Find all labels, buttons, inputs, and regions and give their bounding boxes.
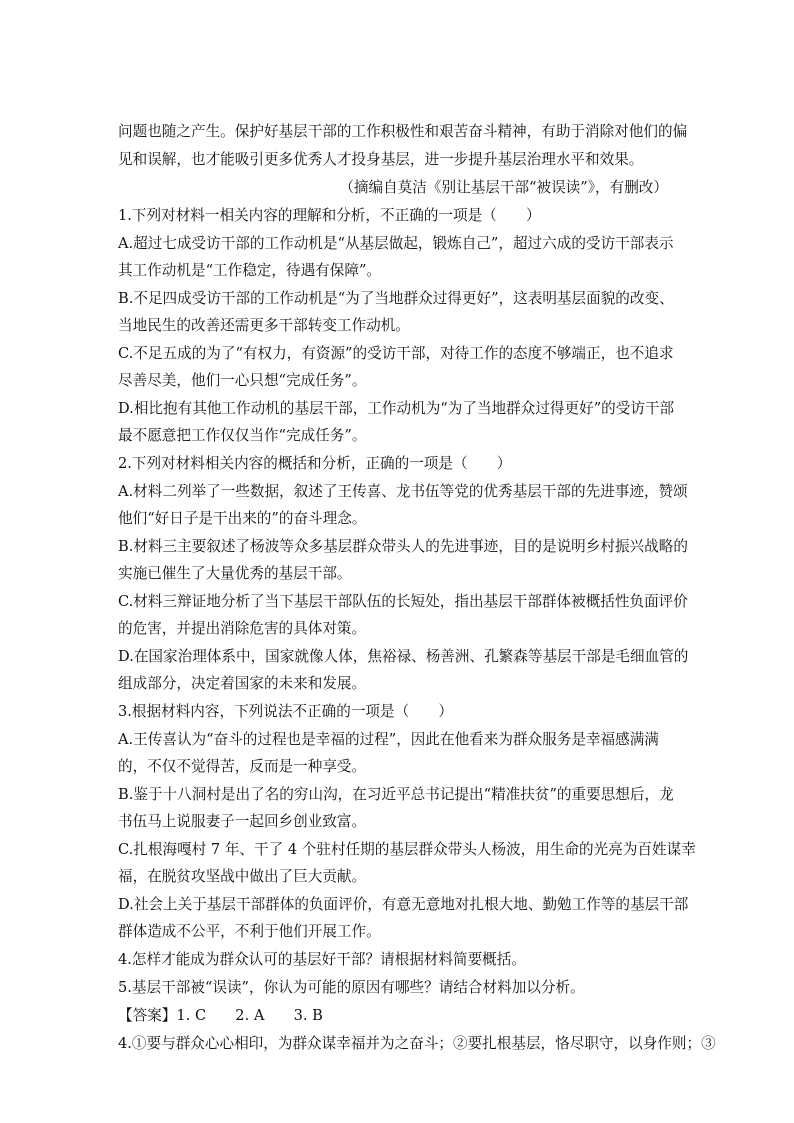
question-1-option-a: A.超过七成受访干部的工作动机是“从基层做起，锻炼自己”，超过六成的受访干部表示 <box>118 235 674 252</box>
question-1-stem: 1.下列对材料一相关内容的理解和分析，不正确的一项是（ ） <box>118 207 541 224</box>
paragraph-line: 见和误解，也才能吸引更多优秀人才投身基层，进一步提升基层治理水平和效果。 <box>118 151 644 168</box>
question-5-stem: 5.基层干部被“误读”，你认为可能的原因有哪些？请结合材料加以分析。 <box>118 979 585 996</box>
answer-4-line: 4.①要与群众心心相印，为群众谋幸福并为之奋斗；②要扎根基层，恪尽职守，以身作则；③ <box>118 1035 716 1052</box>
answer-label: 【答案】 <box>118 1007 177 1024</box>
paragraph-line: 问题也随之产生。保护好基层干部的工作积极性和艰苦奋斗精神，有助于消除对他们的偏 <box>118 123 688 140</box>
question-3-option-d-cont: 群体造成不公平，不利于他们开展工作。 <box>118 923 381 940</box>
question-2-option-a: A.材料二列举了一些数据，叙述了王传喜、龙书伍等党的优秀基层干部的先进事迹，赞颂 <box>118 483 688 500</box>
question-3-option-a: A.王传喜认为“奋斗的过程也是幸福的过程”，因此在他看来为群众服务是幸福感满满 <box>118 731 659 748</box>
question-2-option-c: C.材料三辩证地分析了当下基层干部队伍的长短处，指出基层干部群体被概括性负面评价 <box>118 593 688 610</box>
question-3-option-a-cont: 的，不仅不觉得苦，反而是一种享受。 <box>118 758 367 775</box>
source-note: （摘编自莫洁《别让基层干部“被误读”》，有删改） <box>339 179 668 196</box>
question-1-option-d-cont: 最不愿意把工作仅仅当作“完成任务”。 <box>118 427 367 444</box>
question-2-option-a-cont: 他们“好日子是干出来的”的奋斗理念。 <box>118 510 367 527</box>
question-1-option-b: B.不足四成受访干部的工作动机是“为了当地群众过得更好”，这表明基层面貌的改变、 <box>118 290 674 307</box>
answer-values: 1. C 2. A 3. B <box>176 1007 323 1024</box>
question-3-option-d: D.社会上关于基层干部群体的负面评价，有意无意地对扎根大地、勤勉工作等的基层干部 <box>118 896 689 913</box>
question-1-option-d: D.相比抱有其他工作动机的基层干部，工作动机为“为了当地群众过得更好”的受访干部 <box>118 400 675 417</box>
question-2-option-b-cont: 实施已催生了大量优秀的基层干部。 <box>118 565 352 582</box>
question-2-option-d: D.在国家治理体系中，国家就像人体，焦裕禄、杨善洲、孔繁森等基层干部是毛细血管的 <box>118 648 689 665</box>
question-2-stem: 2.下列对材料相关内容的概括和分析，正确的一项是（ ） <box>118 455 512 472</box>
question-2-option-c-cont: 的危害，并提出消除危害的具体对策。 <box>118 620 367 637</box>
answer-line <box>118 1006 678 1028</box>
question-1-option-c-cont: 尽善尽美，他们一心只想“完成任务”。 <box>118 372 367 389</box>
question-2-option-d-cont: 组成部分，决定着国家的未来和发展。 <box>118 675 367 692</box>
question-1-option-c: C.不足五成的为了“有权力，有资源”的受访干部，对待工作的态度不够端正，也不追求 <box>118 345 674 362</box>
question-1-option-a-cont: 其工作动机是“工作稳定，待遇有保障”。 <box>118 262 382 279</box>
question-4-stem: 4.怎样才能成为群众认可的基层好干部？请根据材料简要概括。 <box>118 951 526 968</box>
question-3-stem: 3.根据材料内容，下列说法不正确的一项是（ ） <box>118 703 453 720</box>
question-3-option-c: C.扎根海嘎村 7 年、干了 4 个驻村任期的基层群众带头人杨波，用生命的光亮为百姓谋幸 <box>118 841 696 858</box>
question-3-option-b-cont: 书伍马上说服妻子一起回乡创业致富。 <box>118 813 367 830</box>
question-2-option-b: B.材料三主要叙述了杨波等众多基层群众带头人的先进事迹，目的是说明乡村振兴战略的 <box>118 538 688 555</box>
question-3-option-c-cont: 福，在脱贫攻坚战中做出了巨大贡献。 <box>118 868 367 885</box>
question-1-option-b-cont: 当地民生的改善还需更多干部转变工作动机。 <box>118 317 410 334</box>
question-3-option-b: B.鉴于十八洞村是出了名的穷山沟，在习近平总书记提出“精准扶贫”的重要思想后，龙 <box>118 786 674 803</box>
